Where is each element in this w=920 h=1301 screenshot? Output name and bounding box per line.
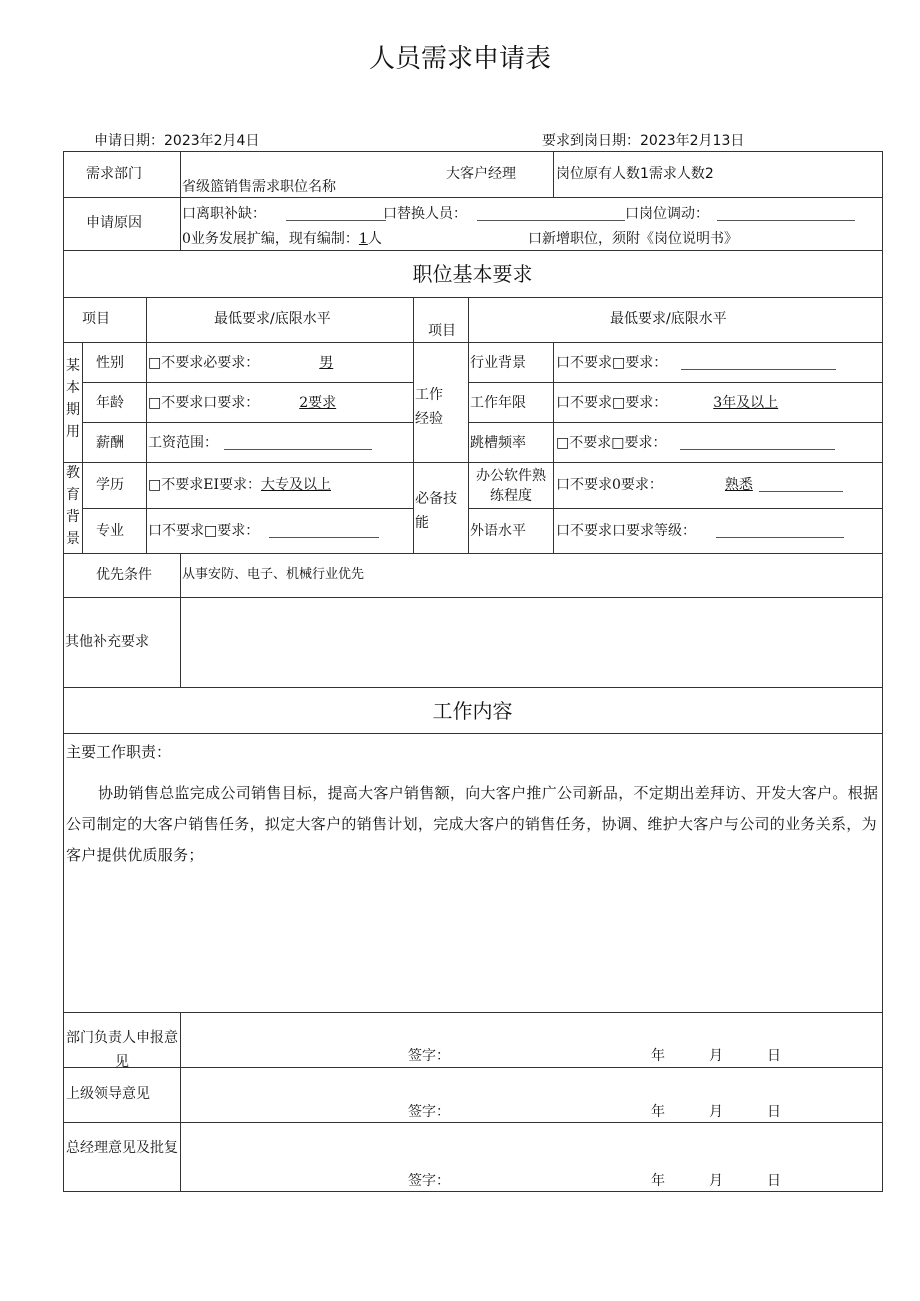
- age-label: 年龄: [96, 395, 124, 411]
- jump-label: 跳槽频率: [470, 435, 526, 451]
- industry-field[interactable]: 口不要求□要求：: [556, 356, 836, 370]
- age-field[interactable]: □不要求口要求： 2要求: [148, 395, 337, 411]
- month-label: 月: [709, 1048, 723, 1064]
- other-label: 其他补充要求: [65, 634, 149, 650]
- headcount[interactable]: 岗位原有人数1需求人数2: [556, 166, 714, 182]
- year-label: 年: [651, 1173, 665, 1189]
- years-field[interactable]: 口不要求□要求： 3年及以上: [556, 395, 779, 411]
- col-item: 项目: [82, 311, 110, 327]
- other-field[interactable]: [182, 600, 880, 685]
- sign-label: 签字：: [408, 1048, 450, 1064]
- approval-superior-label: 上级领导意见: [66, 1086, 150, 1102]
- priority-value[interactable]: 从事安防、电子、机械行业优先: [182, 567, 365, 582]
- apply-date: 申请日期：2023年2月4日: [94, 133, 260, 149]
- duties-text[interactable]: 协助销售总监完成公司销售目标，提高大客户销售额，向大客户推广公司新品，不定期出差拜访、开发大客户。根据公司制定的大客户销售任务，拟定大客户的销售计划，完成大客户的销售任务，协调、维护大客户与公司的业务关系，为客户提供优质服务；: [66, 784, 879, 864]
- day-label: 日: [767, 1104, 781, 1120]
- group-edu: 教育背景: [66, 465, 80, 547]
- sign-label: 签字：: [408, 1173, 450, 1189]
- major-field[interactable]: 口不要求□要求：: [148, 524, 379, 538]
- day-label: 日: [767, 1048, 781, 1064]
- industry-label: 行业背景: [470, 355, 526, 371]
- reason-new-position[interactable]: 口新增职位，须附《岗位说明书》: [528, 231, 738, 247]
- edu-field[interactable]: □不要求EI要求：大专及以上: [148, 477, 331, 493]
- section-work-title: 工作内容: [432, 699, 513, 723]
- group-work: 工作经验: [415, 387, 443, 427]
- approval-dept-label: 部门负责人申报意见: [66, 1030, 178, 1070]
- gender-field[interactable]: □不要求必要求： 男: [148, 355, 334, 371]
- lang-label: 外语水平: [470, 523, 526, 539]
- month-label: 月: [709, 1173, 723, 1189]
- month-label: 月: [709, 1104, 723, 1120]
- dept-value[interactable]: 省级篮销售需求职位名称: [182, 179, 336, 195]
- major-label: 专业: [96, 523, 124, 539]
- col-item-2: 项目: [428, 323, 456, 339]
- edu-label: 学历: [96, 477, 124, 493]
- office-field[interactable]: 口不要求0要求： 熟悉: [556, 478, 843, 492]
- reason-resign[interactable]: 口离职补缺：: [182, 207, 386, 221]
- arrival-date: 要求到岗日期：2023年2月13日: [542, 133, 745, 149]
- reason-expansion[interactable]: 0业务发展扩编，现有编制：1人: [182, 231, 382, 247]
- day-label: 日: [767, 1173, 781, 1189]
- jump-field[interactable]: □不要求□要求：: [556, 436, 835, 450]
- approval-gm-label: 总经理意见及批复: [66, 1140, 178, 1156]
- reason-replace[interactable]: 口替换人员：: [383, 207, 625, 221]
- salary-field[interactable]: 工资范围：: [148, 436, 372, 450]
- year-label: 年: [651, 1048, 665, 1064]
- priority-label: 优先条件: [96, 567, 152, 583]
- col-min: 最低要求/底限水平: [214, 311, 331, 327]
- years-label: 工作年限: [470, 395, 526, 411]
- position-name[interactable]: 大客户经理: [446, 166, 516, 182]
- group-skill: 必备技能: [415, 491, 457, 531]
- duties-label: 主要工作职责：: [66, 743, 172, 761]
- sign-label: 签字：: [408, 1104, 450, 1120]
- gender-label: 性别: [96, 355, 124, 371]
- dept-label: 需求部门: [86, 166, 142, 182]
- section-basic-title: 职位基本要求: [412, 262, 533, 286]
- reason-transfer[interactable]: 口岗位调动：: [625, 207, 855, 221]
- salary-label: 薪酬: [96, 435, 124, 451]
- office-label: 办公软件熟练程度: [476, 468, 546, 504]
- col-min-2: 最低要求/底限水平: [610, 311, 727, 327]
- lang-field[interactable]: 口不要求口要求等级：: [556, 524, 844, 538]
- form-title: 人员需求申请表: [368, 44, 551, 74]
- reason-label: 申请原因: [86, 215, 142, 231]
- year-label: 年: [651, 1104, 665, 1120]
- group-basic: 某本期用: [66, 358, 80, 440]
